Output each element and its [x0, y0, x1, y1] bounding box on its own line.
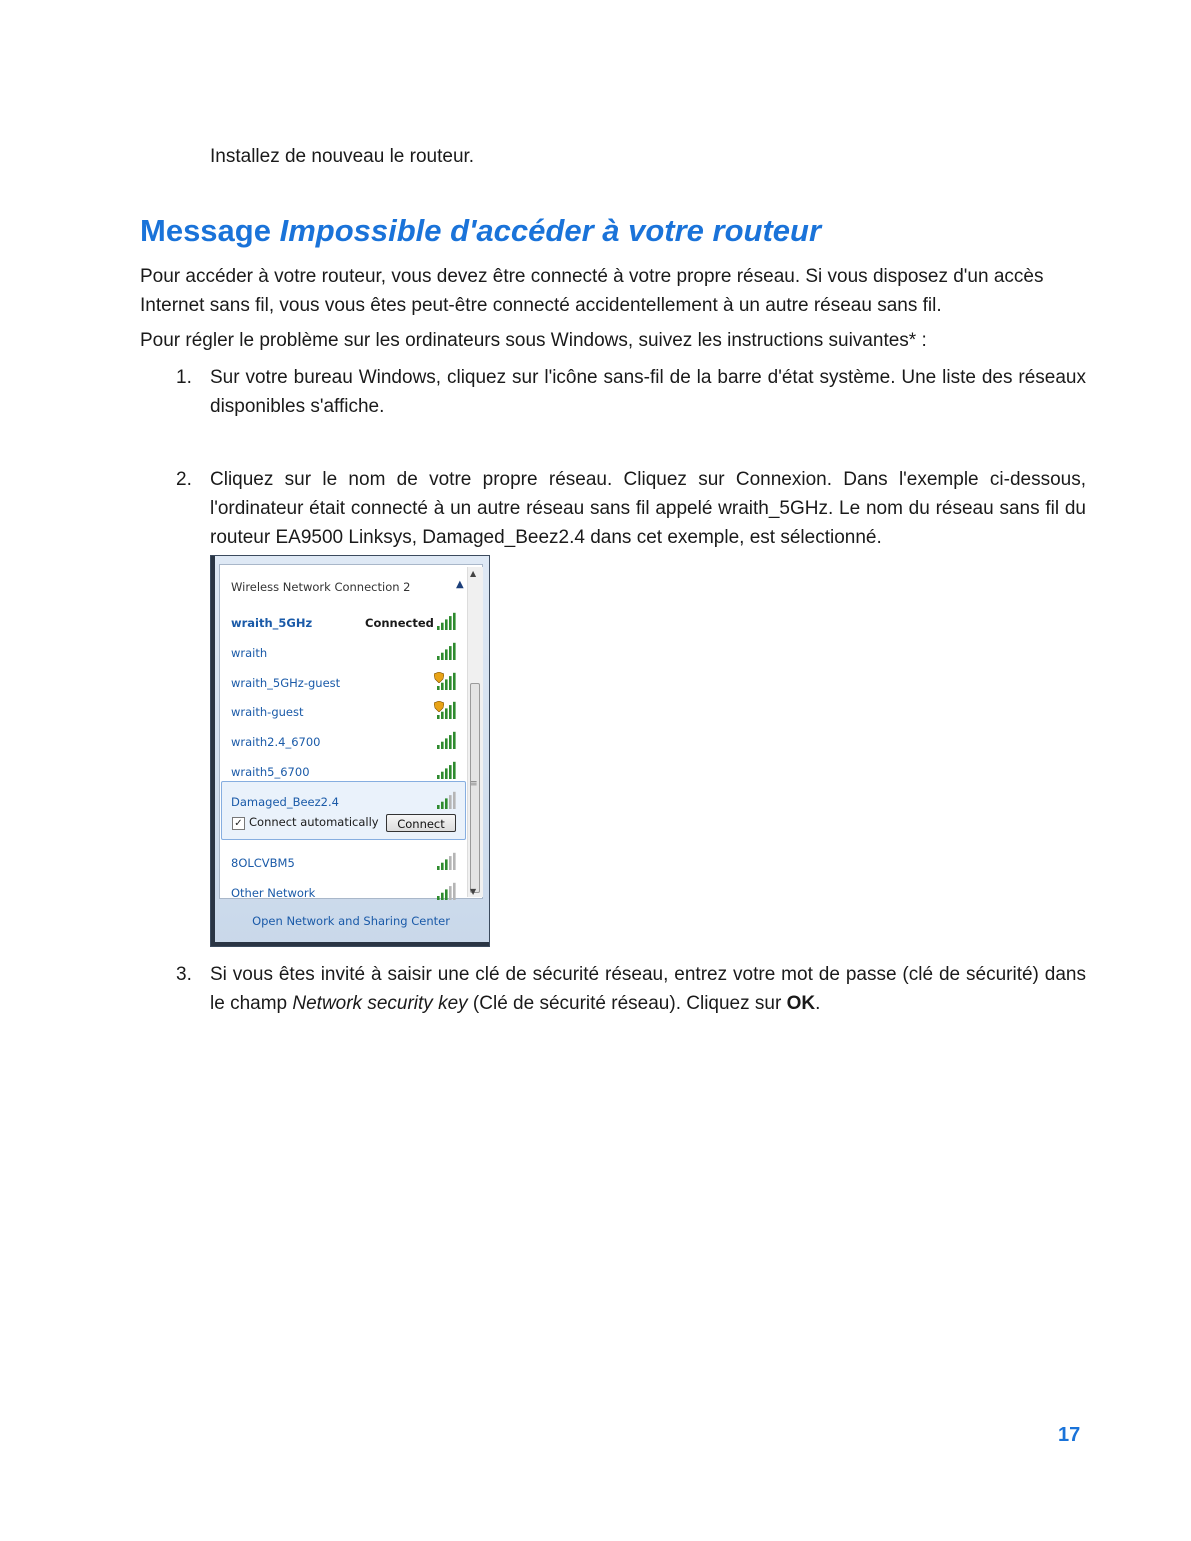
network-name: Damaged_Beez2.4: [231, 795, 339, 809]
popup-border: [211, 942, 489, 946]
page-number: 17: [1058, 1424, 1081, 1446]
connect-automatically-label: Connect automatically: [249, 815, 379, 829]
step-text: Cliquez sur le nom de votre propre réseau. Cliquez sur Connexion. Dans l'exemple ci-dessous, l'ordinateur était connecté à un autre réseau sans fil appelé wraith_5GHz. Le nom du réseau sans fil du routeur EA9500 Linksys, Damaged_Beez2.4 dans cet exemple, est sélectionné.: [210, 469, 1086, 548]
network-item[interactable]: [231, 735, 461, 755]
network-name: wraith-guest: [231, 705, 304, 719]
signal-strength-icon: [435, 852, 457, 870]
chevron-up-icon[interactable]: ▲: [456, 579, 464, 590]
open-network-sharing-center-link[interactable]: Open Network and Sharing Center: [252, 914, 450, 928]
network-item[interactable]: [231, 646, 461, 666]
step-number: 3.: [176, 964, 192, 985]
step-number: 1.: [176, 367, 192, 388]
network-item[interactable]: [231, 705, 461, 725]
step-text: [210, 960, 1086, 1018]
signal-strength-icon: [435, 612, 457, 630]
network-name: Other Network: [231, 886, 316, 900]
network-security-key-term: Network security key: [292, 993, 468, 1014]
ok-term: OK: [786, 993, 816, 1014]
scroll-down-arrow-icon[interactable]: ▼: [470, 887, 477, 896]
step-text-after: .: [815, 993, 821, 1014]
heading-italic: Impossible d'accéder à votre routeur: [279, 213, 822, 248]
network-name: wraith5_6700: [231, 765, 310, 779]
network-list-panel: [219, 564, 483, 899]
popup-border: [211, 556, 215, 946]
connection-header: Wireless Network Connection 2: [231, 580, 411, 594]
intro-line: Installez de nouveau le routeur.: [210, 146, 475, 167]
heading-prefix: Message: [140, 213, 280, 248]
section-heading: [140, 210, 821, 252]
signal-strength-icon: [435, 642, 457, 660]
scrollbar[interactable]: [467, 567, 483, 897]
grip-icon: ≡: [470, 779, 478, 789]
network-item[interactable]: [231, 765, 461, 785]
network-name: 8OLCVBM5: [231, 856, 295, 870]
signal-strength-icon: [435, 672, 457, 690]
connection-status: Connected: [365, 616, 434, 630]
network-name: wraith_5GHz-guest: [231, 676, 341, 690]
signal-strength-icon: [435, 761, 457, 779]
connect-button[interactable]: Connect: [386, 814, 456, 832]
network-name: wraith2.4_6700: [231, 735, 321, 749]
signal-strength-icon: [435, 701, 457, 719]
network-name: wraith_5GHz: [231, 616, 313, 630]
network-item[interactable]: [231, 616, 461, 636]
step-text-before: Si vous êtes invité à saisir une clé de sécurité réseau, entrez votre mot de passe (clé de sécurité) dans le champ: [210, 964, 1086, 1014]
wireless-networks-popup: [210, 555, 490, 947]
signal-strength-icon: [435, 731, 457, 749]
step-text: Sur votre bureau Windows, cliquez sur l'icône sans-fil de la barre d'état système. Une liste des réseaux disponibles s'affiche.: [210, 367, 1086, 417]
network-item[interactable]: [231, 886, 461, 906]
network-item[interactable]: [231, 795, 461, 815]
paragraph-1: Pour accéder à votre routeur, vous devez être connecté à votre propre réseau. Si vous disposez d'un accès Internet sans fil, vous vous êtes peut-être connecté accidentellement à un autre réseau sans fil.: [140, 266, 1044, 316]
paragraph-2: Pour régler le problème sur les ordinateurs sous Windows, suivez les instructions suivantes* :: [140, 330, 927, 351]
network-item[interactable]: [231, 856, 461, 876]
connect-automatically-checkbox[interactable]: ✓: [232, 817, 245, 830]
step-number: 2.: [176, 469, 192, 490]
signal-strength-icon: [435, 791, 457, 809]
network-item[interactable]: [231, 676, 461, 696]
step-text-middle: (Clé de sécurité réseau). Cliquez sur: [467, 993, 787, 1014]
scroll-up-arrow-icon[interactable]: ▲: [470, 569, 477, 578]
network-name: wraith: [231, 646, 268, 660]
signal-strength-icon: [435, 882, 457, 900]
